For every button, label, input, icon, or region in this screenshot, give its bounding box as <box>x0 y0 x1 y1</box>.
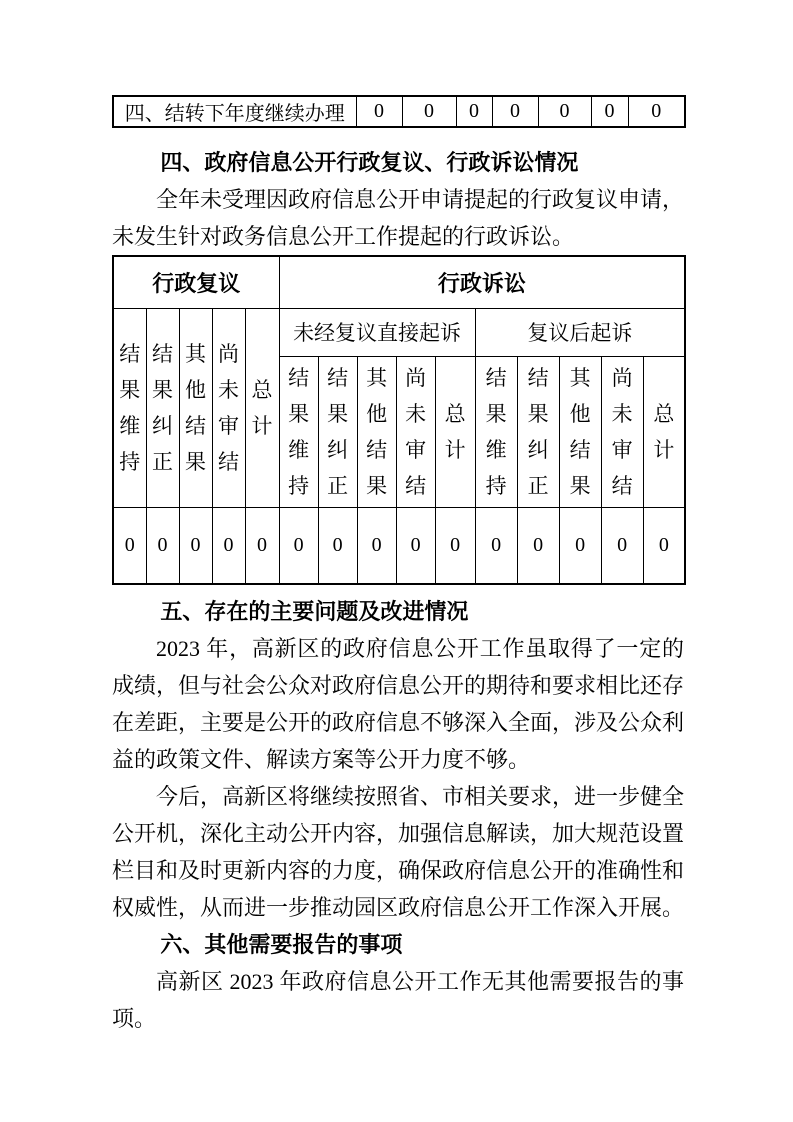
direct-suit-column-header: 其他结果 <box>357 356 396 507</box>
after-review-column-header: 尚未审结 <box>601 356 643 507</box>
section5-paragraph-1: 2023 年，高新区的政府信息公开工作虽取得了一定的成绩，但与社会公众对政府信息公开的期待和要求相比还存在差距，主要是公开的政府信息不够深入全面，涉及公众利益的政策文件、解读方案等公开力度不够。 <box>112 636 685 772</box>
direct-suit-value-cell: 0 <box>435 507 475 584</box>
review-column-header: 结果维持 <box>113 308 146 507</box>
after-review-column-header: 结果纠正 <box>517 356 559 507</box>
section4-heading: 四、政府信息公开行政复议、行政诉讼情况 <box>160 150 579 175</box>
section5-paragraph-2: 今后，高新区将继续按照省、市相关要求，进一步健全公开机，深化主动公开内容，加强信息解读，加大规范设置栏目和及时更新内容的力度，确保政府信息公开的准确性和权威性，从而进一步推动园区政府信息公开工作深入开展。 <box>112 784 685 920</box>
carryover-value-cell: 0 <box>356 96 402 127</box>
review-column-header: 总计 <box>245 308 279 507</box>
after-review-value-cell: 0 <box>475 507 517 584</box>
after-review-column-header: 总计 <box>643 356 685 507</box>
litigation-table-value-row <box>113 507 685 584</box>
carryover-value-cell: 0 <box>628 96 685 127</box>
section5-heading: 五、存在的主要问题及改进情况 <box>160 599 469 624</box>
carryover-value-cell: 0 <box>402 96 456 127</box>
review-value-cell: 0 <box>245 507 279 584</box>
carryover-value-cell: 0 <box>591 96 628 127</box>
review-value-cell: 0 <box>179 507 212 584</box>
carryover-row <box>113 96 685 127</box>
after-review-column-header: 其他结果 <box>559 356 601 507</box>
litigation-table <box>112 255 686 585</box>
carryover-value-cell: 0 <box>538 96 591 127</box>
after-review-subheader: 复议后起诉 <box>475 308 685 356</box>
review-column-header: 尚未审结 <box>212 308 245 507</box>
carryover-value-cell: 0 <box>492 96 538 127</box>
direct-suit-column-header: 尚未审结 <box>396 356 435 507</box>
direct-suit-value-cell: 0 <box>318 507 357 584</box>
review-column-header: 结果纠正 <box>146 308 179 507</box>
after-review-column-header: 结果维持 <box>475 356 517 507</box>
direct-suit-column-header: 结果纠正 <box>318 356 357 507</box>
litigation-group-header: 行政诉讼 <box>279 256 685 308</box>
review-group-header: 行政复议 <box>113 256 279 308</box>
section6-heading: 六、其他需要报告的事项 <box>160 932 403 957</box>
after-review-value-cell: 0 <box>601 507 643 584</box>
carryover-label: 四、结转下年度继续办理 <box>113 96 356 127</box>
direct-suit-value-cell: 0 <box>279 507 318 584</box>
direct-suit-subheader: 未经复议直接起诉 <box>279 308 475 356</box>
litigation-table-subheader-row <box>113 308 685 356</box>
direct-suit-column-header: 总计 <box>435 356 475 507</box>
direct-suit-column-header: 结果维持 <box>279 356 318 507</box>
section6-paragraph: 高新区 2023 年政府信息公开工作无其他需要报告的事项。 <box>112 969 684 1031</box>
direct-suit-value-cell: 0 <box>396 507 435 584</box>
review-value-cell: 0 <box>146 507 179 584</box>
after-review-value-cell: 0 <box>559 507 601 584</box>
after-review-value-cell: 0 <box>643 507 685 584</box>
review-value-cell: 0 <box>113 507 146 584</box>
section4-paragraph: 全年未受理因政府信息公开申请提起的行政复议申请，未发生针对政务信息公开工作提起的行政诉讼。 <box>112 187 685 249</box>
carryover-value-cell: 0 <box>456 96 492 127</box>
review-column-header: 其他结果 <box>179 308 212 507</box>
after-review-value-cell: 0 <box>517 507 559 584</box>
review-value-cell: 0 <box>212 507 245 584</box>
litigation-table-group-header-row <box>113 256 685 308</box>
direct-suit-value-cell: 0 <box>357 507 396 584</box>
carryover-table <box>112 95 686 128</box>
